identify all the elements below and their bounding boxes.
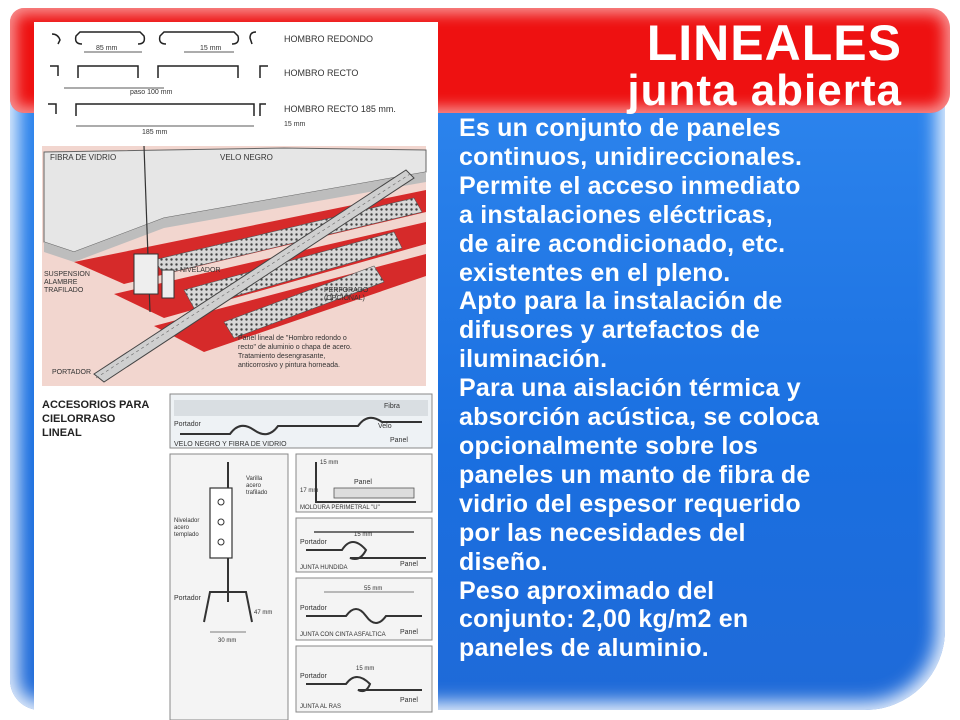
junta-hundida-panel: Panel	[400, 561, 418, 568]
dim-30-label: 30 mm	[218, 638, 237, 644]
description-line: iluminación.	[459, 345, 608, 374]
suspension-label-1: SUSPENSION	[44, 271, 90, 278]
description-line: Apto para la instalación de	[459, 287, 783, 316]
description-line: diseño.	[459, 547, 548, 576]
dim-47-label: 47 mm	[254, 610, 273, 616]
nivelador-acc-label-3: templado	[174, 532, 199, 538]
description-line: existentes en el pleno.	[459, 258, 731, 287]
perforado-label-2: (OPCIONAL)	[324, 295, 365, 302]
description-line: por las necesidades del	[459, 518, 746, 547]
drawing-svg	[34, 22, 438, 720]
accesorios-heading-2: CIELORRASO	[42, 413, 116, 425]
dim-15b-label: 15 mm	[284, 121, 306, 128]
portador-label-2: Portador	[174, 421, 201, 428]
paso-100-label: paso 100 mm	[130, 89, 173, 96]
dim-55-label: 55 mm	[364, 586, 383, 592]
nivelador-acc-label-2: acero	[174, 525, 190, 531]
junta-cinta-portador: Portador	[300, 605, 327, 612]
description-line: conjunto: 2,00 kg/m2 en	[459, 605, 749, 634]
suspension-label-2: ALAMBRE	[44, 279, 78, 286]
panel-desc-1: Panel lineal de "Hombro redondo o	[238, 335, 347, 342]
technical-drawing	[34, 22, 438, 720]
profile-hombro-redondo	[52, 32, 256, 52]
junta-hundida-dim: 15 mm	[354, 532, 373, 538]
junta-ras-caption: JUNTA AL RAS	[300, 704, 342, 710]
junta-ras-portador: Portador	[300, 673, 327, 680]
description-line: Permite el acceso inmediato	[459, 171, 801, 200]
profile-hombro-recto-185	[48, 104, 266, 126]
accesorios-heading-3: LINEAL	[42, 427, 82, 439]
junta-ras-panel: Panel	[400, 697, 418, 704]
dim-15-label: 15 mm	[200, 45, 222, 52]
description-line: opcionalmente sobre los	[459, 431, 759, 460]
dim-15-acc-label: 15 mm	[320, 460, 339, 466]
fibra-label: Fibra	[384, 403, 400, 410]
nivelador-label: NIVELADOR	[180, 267, 221, 274]
hombro-recto-label: HOMBRO RECTO	[284, 68, 359, 78]
nivelador-acc-label-1: Nivelador	[174, 518, 200, 524]
moldura-panel-label: Panel	[354, 479, 372, 486]
description-line: vidrio del espesor requerido	[459, 489, 801, 518]
dim-185-label: 185 mm	[142, 129, 168, 136]
description-line: paneles de aluminio.	[459, 634, 709, 663]
junta-ras-dim: 15 mm	[356, 666, 375, 672]
panel-label: Panel	[390, 437, 408, 444]
panel-desc-2: recto" de aluminio o chapa de acero.	[238, 344, 352, 351]
description-line: paneles un manto de fibra de	[459, 460, 811, 489]
dim-85-label: 85 mm	[96, 45, 118, 52]
description-line: Para una aislación térmica y	[459, 374, 801, 403]
velo-fibra-caption: VELO NEGRO Y FIBRA DE VIDRIO	[174, 441, 287, 448]
panel-desc-4: anticorrosivo y pintura horneada.	[238, 362, 340, 369]
varilla-label-1: Varilla	[246, 476, 263, 482]
accesorios-heading-1: ACCESORIOS PARA	[42, 399, 150, 411]
description-line: difusores y artefactos de	[459, 316, 760, 345]
isometric-ceiling	[42, 146, 426, 386]
page-subtitle: junta abierta	[627, 66, 902, 115]
varilla-label-2: acero	[246, 483, 262, 489]
panel-desc-3: Tratamiento desengrasante,	[238, 353, 326, 360]
junta-cinta-caption: JUNTA CON CINTA ASFALTICA	[300, 632, 386, 638]
description-line: Es un conjunto de paneles	[459, 114, 781, 142]
velo-label: Velo	[378, 423, 392, 430]
hombro-recto-185-label: HOMBRO RECTO 185 mm.	[284, 104, 396, 114]
nivelador-detail	[170, 454, 288, 720]
junta-hundida-caption: JUNTA HUNDIDA	[300, 565, 348, 571]
fibra-vidrio-label: FIBRA DE VIDRIO	[50, 153, 117, 162]
dim-17-label: 17 mm	[300, 488, 319, 494]
description-line: absorción acústica, se coloca	[459, 403, 820, 432]
perforado-label-1: PERFORADO	[324, 287, 369, 294]
description-line: de aire acondicionado, etc.	[459, 229, 786, 258]
description-line: Peso aproximado del	[459, 576, 715, 605]
profile-hombro-recto	[50, 66, 268, 88]
junta-cinta-panel: Panel	[400, 629, 418, 636]
hombro-redondo-label: HOMBRO REDONDO	[284, 34, 374, 44]
description-text	[459, 114, 929, 663]
portador-label-3: Portador	[174, 595, 201, 602]
varilla-label-3: trafilado	[246, 490, 268, 496]
moldura-caption: MOLDURA PERIMETRAL "U"	[300, 505, 380, 511]
description-line: continuos, unidireccionales.	[459, 142, 803, 171]
portador-label: PORTADOR	[52, 369, 92, 376]
suspension-label-3: TRAFILADO	[44, 287, 84, 294]
page-title: LINEALES	[646, 15, 902, 71]
description-line: a instalaciones eléctricas,	[459, 200, 773, 229]
velo-negro-label: VELO NEGRO	[220, 153, 273, 162]
junta-hundida-portador: Portador	[300, 539, 327, 546]
